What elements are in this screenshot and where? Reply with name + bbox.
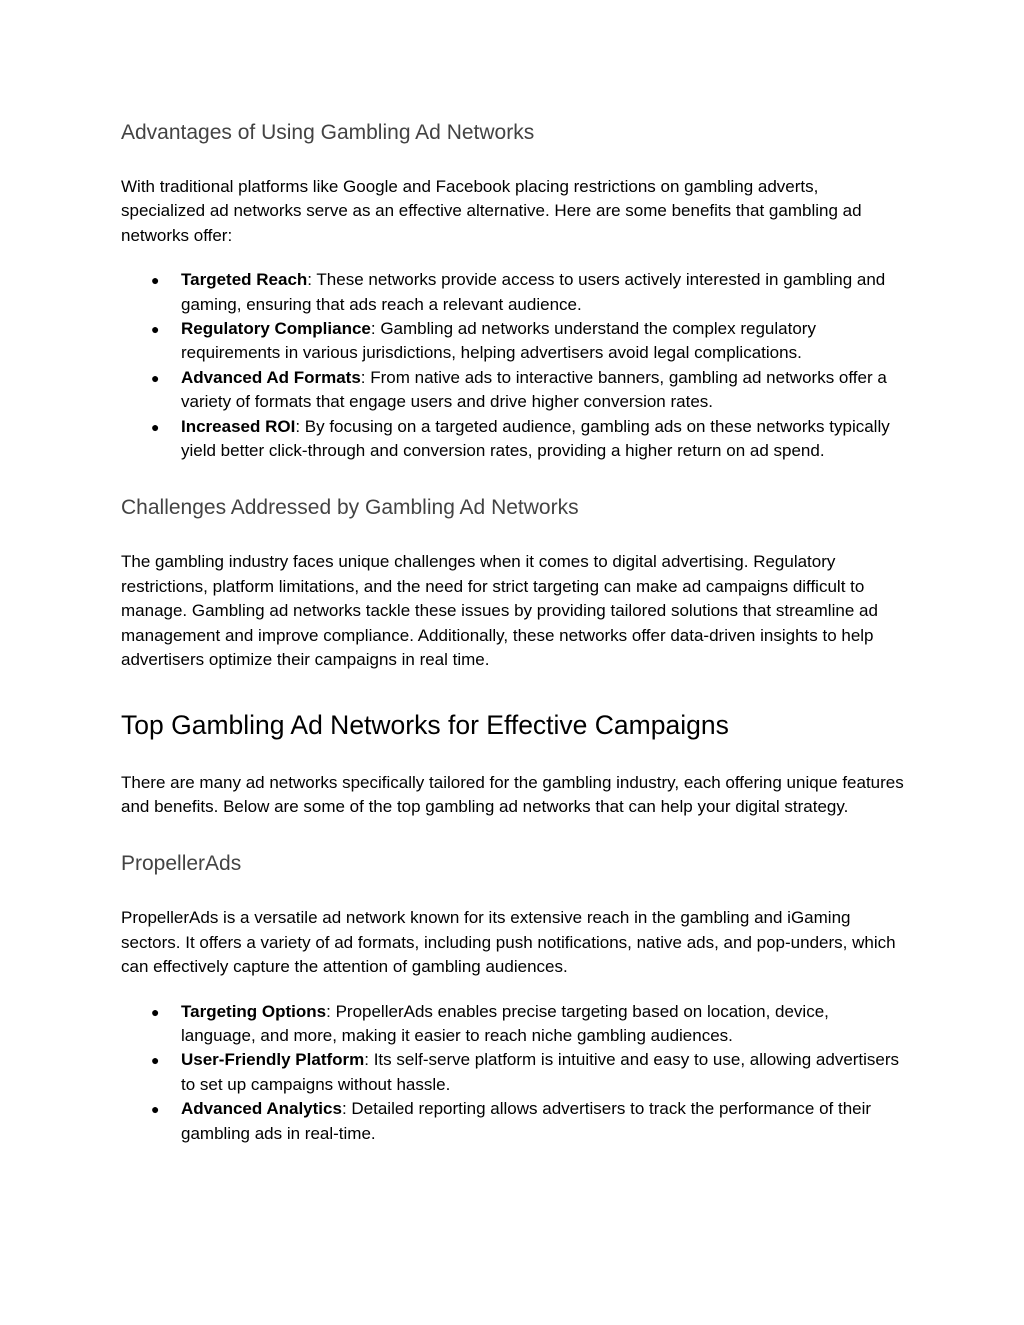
list-item	[121, 366, 906, 415]
list-item	[121, 317, 906, 366]
list-item	[121, 1097, 906, 1146]
list-item-text: : Gambling ad networks understand the complex regulatory requirements in various jurisdictions, helping advertisers avoid legal complications.	[181, 319, 816, 363]
list-item-text: : By focusing on a targeted audience, gambling ads on these networks typically yield better click-through and conversion rates, providing a higher return on ad spend.	[181, 416, 890, 461]
bullet-icon: ●	[151, 418, 160, 435]
document-page	[121, 118, 906, 1146]
top-networks-paragraph: There are many ad networks specifically tailored for the gambling industry, each offering unique features and benefits. Below are some of the top gambling ad networks that can help your digital strategy.	[121, 772, 904, 816]
list-item-text: : Its self-serve platform is intuitive and easy to use, allowing advertisers to set up campaigns without hassle.	[181, 1050, 900, 1094]
list-item-term: Advanced Ad Formats	[181, 367, 361, 387]
list-item-term: User-Friendly Platform	[181, 1050, 365, 1070]
list-item	[121, 1000, 906, 1049]
list-item-text: : From native ads to interactive banners, gambling ad networks offer a variety of formats that engage users and drive higher conversion rates.	[181, 367, 887, 412]
list-item-term: Targeting Options	[181, 1001, 327, 1021]
list-item	[121, 1048, 906, 1097]
intro-paragraph: With traditional platforms like Google and Facebook placing restrictions on gambling adverts, specialized ad networks serve as an effective alternative. Here are some benefits that gambling ad networks offer:	[121, 177, 862, 245]
bullet-icon: ●	[151, 272, 160, 289]
section-heading-advantages: Advantages of Using Gambling Ad Networks	[121, 121, 535, 144]
list-item-term: Advanced Analytics	[181, 1099, 342, 1119]
propellerads-list	[121, 1000, 906, 1146]
bullet-icon: ●	[151, 369, 160, 386]
bullet-icon: ●	[151, 1101, 160, 1118]
bullet-icon: ●	[151, 1003, 160, 1020]
challenges-paragraph: The gambling industry faces unique challenges when it comes to digital advertising. Regulatory restrictions, platform limitations, and the need for strict targeting can make ad campaigns difficult to manage. Gambling ad networks tackle these issues by providing tailored solutions that streamline ad management and improve compliance. Additionally, these networks offer data-driven insights to help advertisers optimize their campaigns in real time.	[121, 552, 878, 670]
section-heading-challenges: Challenges Addressed by Gambling Ad Networks	[121, 496, 579, 520]
propellerads-paragraph: PropellerAds is a versatile ad network known for its extensive reach in the gambling and iGaming sectors. It offers a variety of ad formats, including push notifications, native ads, and pop-unders, which can effectively capture the attention of gambling audiences.	[121, 908, 896, 977]
section-heading-top-networks: Top Gambling Ad Networks for Effective Campaigns	[121, 709, 729, 740]
list-item-term: Increased ROI	[181, 416, 296, 436]
list-item-term: Regulatory Compliance	[181, 319, 371, 339]
list-item	[121, 415, 906, 464]
bullet-icon: ●	[151, 321, 160, 338]
advantages-list	[121, 268, 906, 463]
section-heading-propellerads: PropellerAds	[121, 852, 242, 876]
list-item-text: : Detailed reporting allows advertisers to track the performance of their gambling ads in real-time.	[181, 1099, 872, 1143]
list-item-text: : These networks provide access to users actively interested in gambling and gaming, ensuring that ads reach a relevant audience.	[181, 270, 886, 314]
list-item-text: : PropellerAds enables precise targeting based on location, device, language, and more, making it easier to reach niche gambling audiences.	[181, 1001, 829, 1045]
list-item-term: Targeted Reach	[181, 270, 308, 290]
list-item	[121, 268, 906, 317]
bullet-icon: ●	[151, 1052, 160, 1069]
